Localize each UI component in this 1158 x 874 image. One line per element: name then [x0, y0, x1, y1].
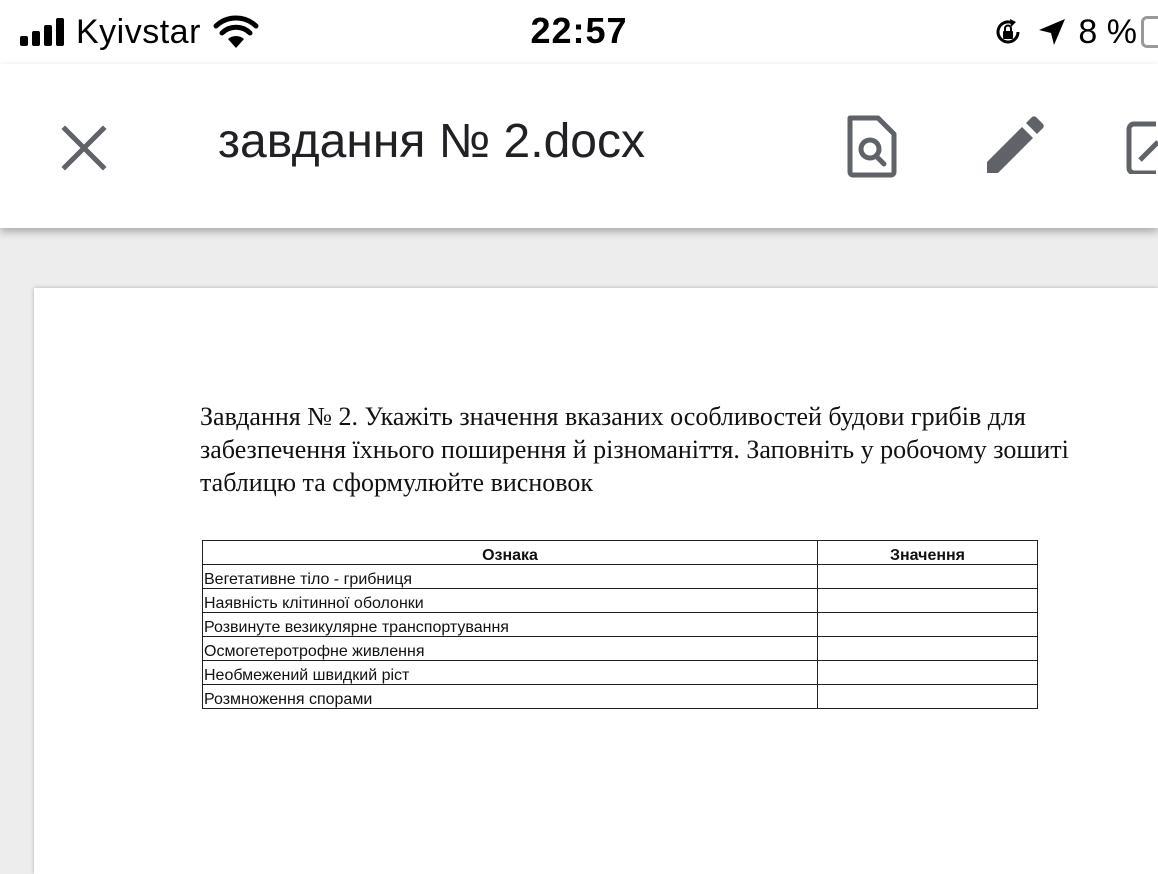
table-cell: Наявність клітинної оболонки — [203, 589, 818, 613]
column-header: Значення — [818, 541, 1038, 565]
feature-table — [202, 540, 1038, 709]
table-cell — [818, 637, 1038, 661]
column-header: Ознака — [203, 541, 818, 565]
document-title: завдання № 2.docx — [218, 115, 645, 168]
table-cell: Вегетативне тіло - грибниця — [203, 565, 818, 589]
battery-icon — [1141, 16, 1158, 48]
clock: 22:57 — [530, 10, 628, 51]
status-bar — [0, 0, 1158, 64]
table-cell: Осмогетеротрофне живлення — [203, 637, 818, 661]
table-row — [203, 637, 1038, 661]
carrier-name: Kyivstar — [76, 12, 201, 51]
task-paragraph: Завдання № 2. Укажіть значення вказаних особливостей будови грибів для забезпечення їхнього поширення й різноманіття. Заповніть у робочому зошиті таблицю та сформулюйте висновок — [200, 402, 1069, 497]
edit-icon[interactable] — [984, 116, 1044, 176]
table-row — [203, 589, 1038, 613]
orientation-lock-icon — [992, 16, 1024, 48]
app-toolbar — [0, 64, 1158, 228]
table-cell — [818, 565, 1038, 589]
table-cell — [818, 685, 1038, 709]
table-row — [203, 565, 1038, 589]
close-icon[interactable] — [58, 122, 110, 174]
table-cell: Розвинуте везикулярне транспортування — [203, 613, 818, 637]
table-row — [203, 685, 1038, 709]
document-page[interactable] — [34, 288, 1158, 874]
table-cell — [818, 613, 1038, 637]
table-cell — [818, 661, 1038, 685]
table-header-row — [203, 541, 1038, 565]
find-in-page-icon[interactable] — [844, 114, 898, 178]
table-cell: Необмежений швидкий ріст — [203, 661, 818, 685]
table-cell — [818, 589, 1038, 613]
battery-level: 8 % — [1078, 12, 1137, 51]
location-arrow-icon — [1036, 16, 1068, 48]
open-in-new-icon[interactable] — [1126, 118, 1158, 174]
table-row — [203, 661, 1038, 685]
table-cell: Розмноження спорами — [203, 685, 818, 709]
table-row — [203, 613, 1038, 637]
